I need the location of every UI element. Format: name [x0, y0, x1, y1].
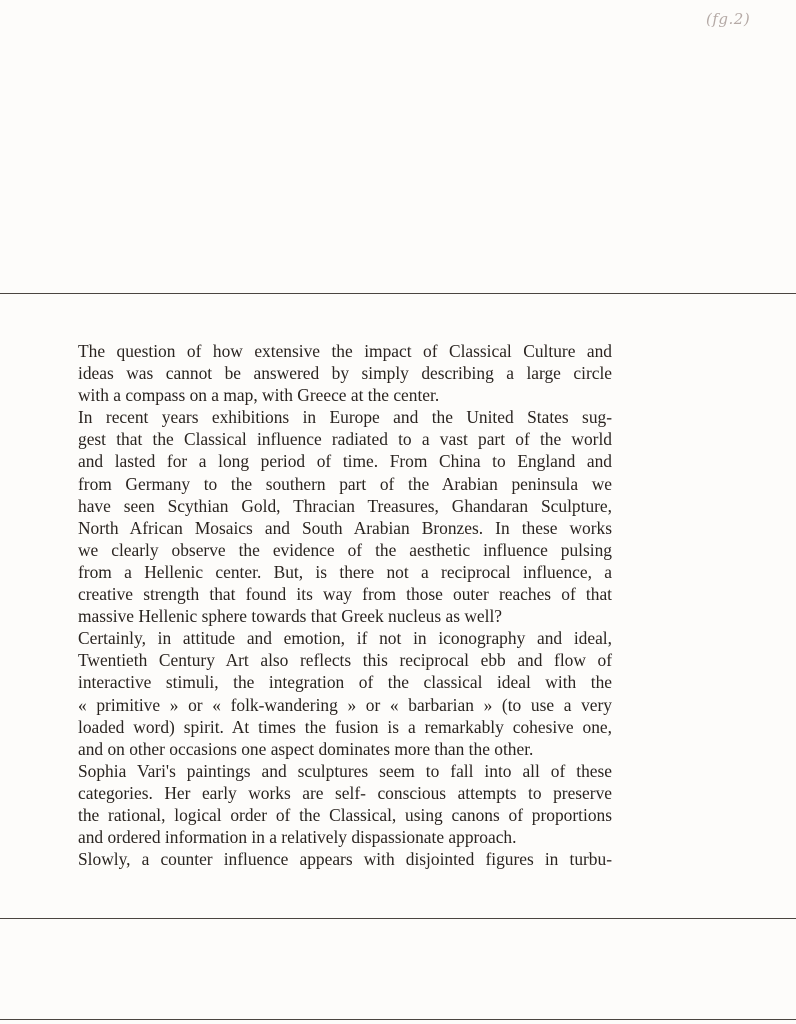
top-divider — [0, 293, 796, 294]
text-line: Sophia Vari's paintings and sculptures seem to fall into all of these — [78, 760, 612, 781]
text-line: have seen Scythian Gold, Thracian Treasures, Ghandaran Sculpture, — [78, 495, 612, 516]
bottom-divider — [0, 918, 796, 919]
text-line: The question of how extensive the impact of Classical Culture and — [78, 341, 612, 361]
text-line: massive Hellenic sphere towards that Greek nucleus as well? — [78, 606, 502, 627]
text-line: from a Hellenic center. But, is there not a reciprocal influence, a — [78, 561, 612, 582]
text-line: we clearly observe the evidence of the aesthetic influence pulsing — [78, 539, 612, 560]
text-line: ideas was cannot be answered by simply describing a large circle — [78, 363, 612, 384]
text-line: with a compass on a map, with Greece at the center. — [78, 385, 440, 406]
text-line: gest that the Classical influence radiated to a vast part of the world — [78, 429, 612, 450]
text-line: interactive stimuli, the integration of the classical ideal with the — [78, 672, 612, 693]
text-line: the rational, logical order of the Classical, using canons of proportions — [78, 804, 612, 825]
page-edge-line — [0, 1019, 796, 1020]
text-line: categories. Her early works are self- conscious attempts to preserve — [78, 782, 612, 803]
text-line: loaded word) spirit. At times the fusion is a remarkably cohesive one, — [78, 716, 612, 737]
text-line: Certainly, in attitude and emotion, if not in iconography and ideal, — [78, 628, 612, 649]
text-line: and ordered information in a relatively dispassionate approach. — [78, 827, 517, 848]
text-line: North African Mosaics and South Arabian Bronzes. In these works — [78, 517, 612, 538]
text-line: « primitive » or « folk-wandering » or « barbarian » (to use a very — [78, 694, 612, 715]
handwritten-page-mark: (fg.2) — [706, 10, 751, 28]
text-line: In recent years exhibitions in Europe and the United States sug- — [78, 407, 612, 428]
text-line: Twentieth Century Art also reflects this reciprocal ebb and flow of — [78, 650, 612, 671]
text-line: Slowly, a counter influence appears with disjointed figures in turbu- — [78, 849, 612, 870]
text-line: creative strength that found its way from those outer reaches of that — [78, 584, 612, 605]
essay-text — [78, 340, 612, 870]
text-line: from Germany to the southern part of the Arabian peninsula we — [78, 473, 612, 494]
text-line: and lasted for a long period of time. From China to England and — [78, 451, 612, 472]
text-line: and on other occasions one aspect dominates more than the other. — [78, 738, 534, 759]
